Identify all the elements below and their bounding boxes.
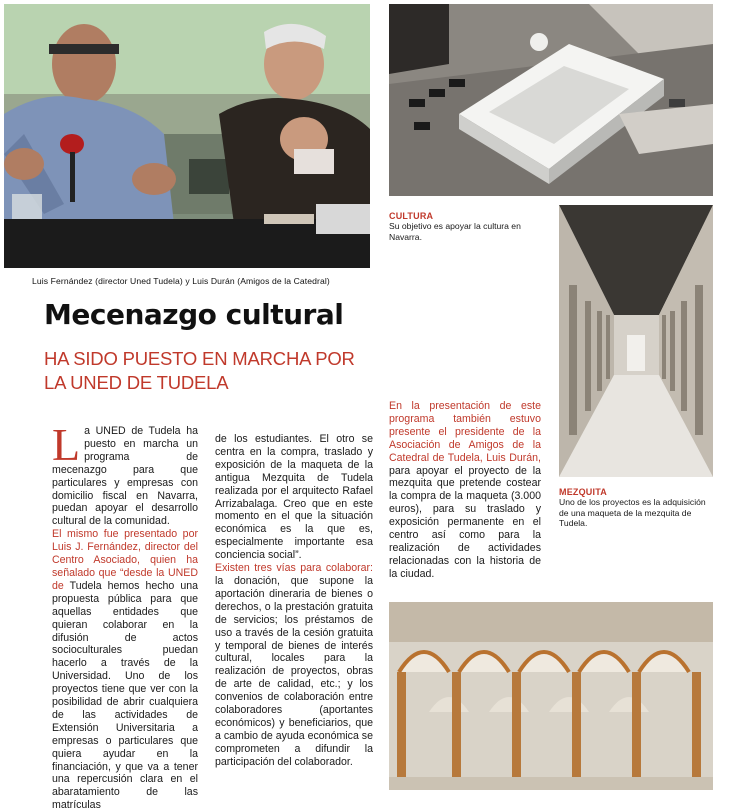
paragraph-highlight-2: Existen tres vías para colaborar:	[215, 562, 373, 575]
press-conference-photo	[4, 4, 370, 268]
article-column-2	[215, 433, 373, 769]
paragraph-highlight: El mismo fue presentado por Luis J. Fernández, director del Centro Asociado, quien ha señalado que “desde la UNED de	[52, 528, 198, 592]
paragraph-highlight-3: En la presentación de este programa también estuvo presente el presidente de la Asociación de Amigos de la Catedral de Tudela, Luis Durán,	[389, 400, 541, 464]
photo-caption: Luis Fernández (director Uned Tudela) y Luis Durán (Amigos de la Catedral)	[32, 276, 330, 286]
article-column-1	[52, 419, 198, 812]
article-column-3	[389, 400, 541, 581]
paragraph-continuation: de los estudiantes. El otro se centra en la compra, traslado y exposición de la maqueta de la antigua Mezquita de Tudela realizada por el arquitecto Rafael Arrizabalaga. Creo que en este momento en el que la situación económica es la que es, especialmente importante esa conciencia social”.	[215, 433, 373, 562]
article-title: Mecenazgo cultural	[44, 298, 344, 331]
mosque-interior-photo	[559, 205, 713, 477]
mezquita-caption-title: MEZQUITA	[559, 487, 607, 497]
paragraph-intro: a UNED de Tudela ha puesto en marcha un programa de mecenazgo para que particulares y empresas con domicilio fiscal en Navarra, puedan apoyar el desarrollo cultural de la comunidad.	[52, 425, 198, 528]
mezquita-caption	[559, 487, 709, 529]
paragraph-ways: la donación, que supone la aportación dineraria de bienes o derechos, o la prestación gratuita de servicios; los préstamos de uso a través de la cesión gratuita y temporal de bienes de interés cultural, locales para la realización de proyectos, obras de arte de calidad, etc.; y los convenios de colaboración entre colaboradores (aportantes económicos) y beneficiarios, que a cambio de ayuda económica se comprometen a difundir la participación del colaborador.	[215, 574, 373, 768]
paragraph-presentation: para apoyar el proyecto de la mezquita que pretende costear la compra de la maqueta (3.000 euros), para su traslado y exposición permanente en el centro así como para la realización de actividades relacionadas con la historia de la ciudad.	[389, 464, 541, 580]
cultura-caption-title: CULTURA	[389, 211, 434, 221]
cultura-caption-text: Su objetivo es apoyar la cultura en Navarra.	[389, 221, 521, 242]
article-subtitle: HA SIDO PUESTO EN MARCHA POR LA UNED DE TUDELA	[44, 348, 355, 393]
paragraph-quote: Tudela hemos hecho una propuesta pública para que aquellas entidades que quieran colaborar en la difusión de actos socioculturales puedan hacerlo a través de la Universidad. Uno de los proyectos tiene que ver con la posibilidad de abrir cualquiera de las actividades de Extensión Universitaria a empresas o particulares que quiera ayudar en la financiación, y que va a tener una repercusión clara en el abaratamiento de las matrículas	[52, 579, 198, 812]
mosque-arcade-photo	[389, 602, 713, 790]
drop-cap: L	[52, 419, 81, 470]
cultura-caption	[389, 211, 529, 242]
mezquita-caption-text: Uno de los proyectos es la adquisición de una maqueta de la mezquita de Tudela.	[559, 497, 706, 529]
model-photo	[389, 4, 713, 196]
